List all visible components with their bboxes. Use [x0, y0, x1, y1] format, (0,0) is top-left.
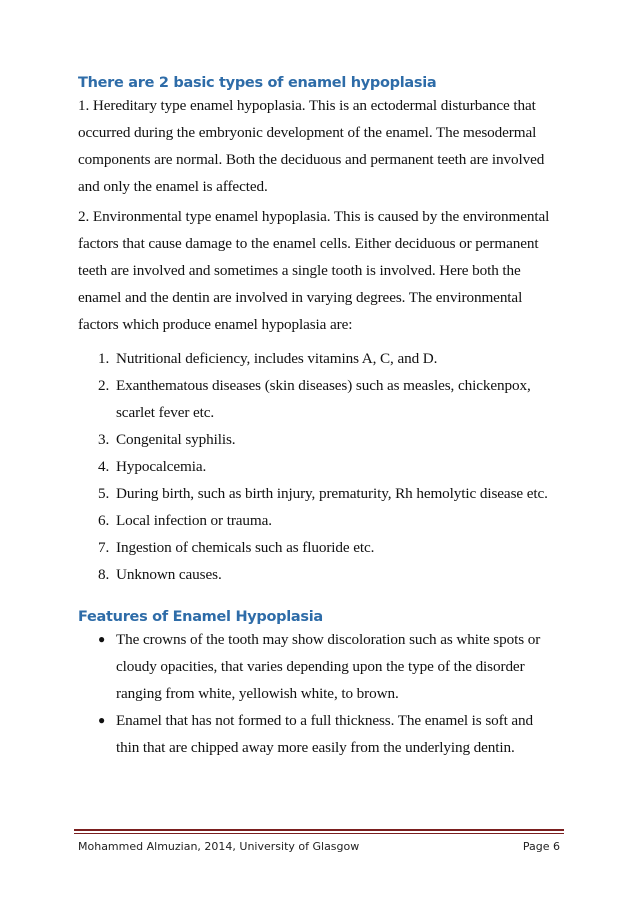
list-item	[78, 561, 568, 588]
features-list	[78, 626, 568, 761]
list-number: 6.	[98, 512, 110, 529]
list-text: Ingestion of chemicals such as fluoride etc.	[116, 539, 375, 556]
list-item	[78, 480, 568, 507]
text-line: occurred during the embryonic development of the enamel. The mesodermal	[78, 124, 537, 141]
list-text: Exanthematous diseases (skin diseases) such as measles, chickenpox,	[116, 377, 531, 394]
list-text: During birth, such as birth injury, prematurity, Rh hemolytic disease etc.	[116, 485, 548, 502]
list-text: Nutritional deficiency, includes vitamins A, C, and D.	[116, 350, 438, 367]
text-line: and only the enamel is affected.	[78, 178, 268, 195]
list-number: 3.	[98, 431, 110, 448]
list-item	[78, 453, 568, 480]
text-line: factors that cause damage to the enamel cells. Either deciduous or permanent	[78, 235, 539, 252]
text-line: 1. Hereditary type enamel hypoplasia. This is an ectodermal disturbance that	[78, 97, 536, 114]
footer-rule	[74, 829, 564, 831]
text-line: teeth are involved and sometimes a single tooth is involved. Here both the	[78, 262, 521, 279]
list-text: The crowns of the tooth may show discoloration such as white spots or	[116, 631, 541, 648]
page-number: Page 6	[522, 840, 560, 853]
footer-rule-thin	[74, 833, 564, 834]
bullet-icon: ●	[98, 632, 106, 646]
list-text: cloudy opacities, that varies depending upon the type of the disorder	[116, 658, 525, 675]
list-item	[78, 707, 568, 761]
text-line: 2. Environmental type enamel hypoplasia. This is caused by the environmental	[78, 208, 550, 225]
list-number: 7.	[98, 539, 110, 556]
list-number: 1.	[98, 350, 110, 367]
list-text: Congenital syphilis.	[116, 431, 236, 448]
list-number: 4.	[98, 458, 110, 475]
list-text: thin that are chipped away more easily from the underlying dentin.	[116, 739, 515, 756]
list-text: Hypocalcemia.	[116, 458, 207, 475]
list-text: ranging from white, yellowish white, to brown.	[116, 685, 399, 702]
paragraph-environmental	[78, 203, 558, 338]
text-line: components are normal. Both the deciduous and permanent teeth are involved	[78, 151, 545, 168]
list-item	[78, 426, 568, 453]
list-item	[78, 507, 568, 534]
list-number: 8.	[98, 566, 110, 583]
list-item	[78, 626, 568, 707]
list-text: Unknown causes.	[116, 566, 222, 583]
list-text: Enamel that has not formed to a full thickness. The enamel is soft and	[116, 712, 534, 729]
list-item	[78, 372, 568, 426]
list-text: Local infection or trauma.	[116, 512, 272, 529]
footer-author: Mohammed Almuzian, 2014, University of Glasgow	[78, 840, 360, 853]
causes-list	[78, 345, 568, 588]
section-heading-types: There are 2 basic types of enamel hypoplasia	[78, 75, 437, 91]
text-line: factors which produce enamel hypoplasia are:	[78, 316, 353, 333]
paragraph-hereditary	[78, 92, 558, 200]
list-number: 5.	[98, 485, 110, 502]
list-text: scarlet fever etc.	[116, 404, 215, 421]
text-line: enamel and the dentin are involved in varying degrees. The environmental	[78, 289, 523, 306]
list-item	[78, 345, 568, 372]
list-number: 2.	[98, 377, 110, 394]
list-item	[78, 534, 568, 561]
bullet-icon: ●	[98, 713, 106, 727]
section-heading-features: Features of Enamel Hypoplasia	[78, 609, 323, 625]
